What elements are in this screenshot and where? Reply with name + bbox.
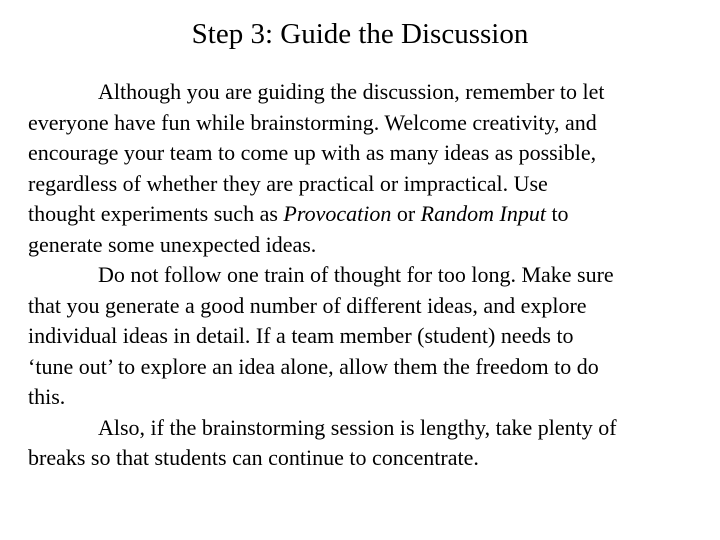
paragraph-3-line-1: Also, if the brainstorming session is lengthy, take plenty of	[98, 414, 617, 440]
paragraph-2	[28, 260, 718, 413]
paragraph-1-line-2: everyone have fun while brainstorming. Welcome creativity, and	[28, 109, 597, 135]
paragraph-1-line-1: Although you are guiding the discussion, remember to let	[98, 79, 605, 104]
paragraph-2-line-2: that you generate a good number of different ideas, and explore	[28, 292, 587, 318]
paragraph-1-line-4: regardless of whether they are practical or impractical. Use	[28, 170, 548, 196]
paragraph-2-line-4: ‘tune out’ to explore an idea alone, allow them the freedom to do	[28, 353, 599, 379]
paragraph-1-line-6: generate some unexpected ideas.	[28, 231, 317, 257]
paragraph-3-line-2: breaks so that students can continue to concentrate.	[28, 445, 479, 470]
line-5-text-middle: or	[391, 201, 421, 226]
paragraph-2-line-5: this.	[28, 384, 66, 409]
slide-title-text: Step 3: Guide the Discussion	[191, 18, 529, 50]
paragraph-1	[28, 77, 718, 260]
random-input-term: Random Input	[420, 201, 546, 226]
slide-title	[0, 15, 720, 53]
slide-body	[28, 77, 718, 474]
paragraph-3	[28, 413, 718, 474]
line-5-text-after: to	[545, 201, 569, 226]
line-5-text-before: thought experiments such as	[28, 201, 284, 226]
paragraph-2-line-3: individual ideas in detail. If a team member (student) needs to	[28, 323, 574, 348]
paragraph-1-line-3: encourage your team to come up with as many ideas as possible,	[28, 140, 597, 165]
paragraph-1-line-5	[28, 199, 718, 230]
paragraph-2-line-1: Do not follow one train of thought for too long. Make sure	[98, 262, 614, 287]
provocation-term: Provocation	[283, 201, 392, 226]
